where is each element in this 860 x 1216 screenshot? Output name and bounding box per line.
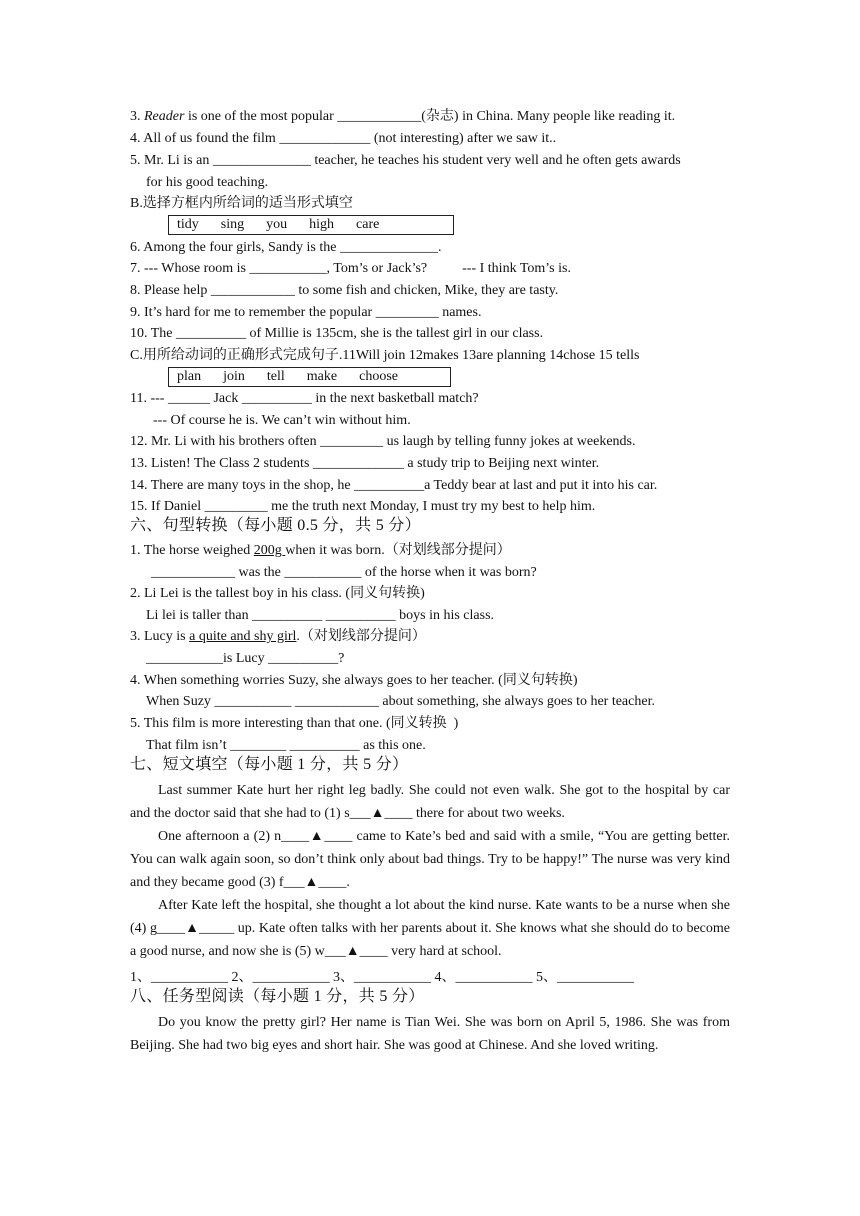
word-box-item: choose <box>359 369 398 384</box>
s6-q3-instruction: .（对划线部分提问） <box>296 629 426 644</box>
s6-question-1 <box>130 543 511 559</box>
section-7-heading: 七、短文填空（每小题 1 分，共 5 分） <box>130 756 409 773</box>
s6-question-3 <box>130 629 426 645</box>
s7-paragraph-3: After Kate left the hospital, she thought a lot about the kind nurse. Kate wants to be a nurse when she (4) g____▲_____ up. Kate often talks with her parents about it. She knows what she should do to become a good nurse, and now she is (5) w___▲____ very hard at school. <box>130 898 730 959</box>
word-box-item: sing <box>220 217 245 232</box>
question-9: 9. It’s hard for me to remember the popular _________ names. <box>130 305 482 320</box>
question-3-number: 3. <box>130 109 144 124</box>
question-6: 6. Among the four girls, Sandy is the ______________. <box>130 240 442 255</box>
question-3 <box>130 109 675 125</box>
word-box-item: high <box>309 217 335 232</box>
question-5-line1: 5. Mr. Li is an ______________ teacher, he teaches his student very well and he often gets awards <box>130 153 681 168</box>
word-box-item: tidy <box>177 217 199 232</box>
question-5-line2: for his good teaching. <box>146 175 269 190</box>
question-7: 7. --- Whose room is ___________, Tom’s or Jack’s? --- I think Tom’s is. <box>130 261 571 276</box>
s6-question-4-line2: When Suzy ___________ ____________ about something, she always goes to her teacher. <box>146 694 655 709</box>
s6-question-1-line2: ____________ was the ___________ of the horse when it was born? <box>151 565 537 580</box>
section-8-heading: 八、任务型阅读（每小题 1 分，共 5 分） <box>130 988 425 1005</box>
question-11-line2: --- Of course he is. We can’t win without him. <box>153 413 411 428</box>
s7-paragraph-1: Last summer Kate hurt her right leg badly. She could not even walk. She got to the hospital by car and the doctor said that she had to (1) s___▲____ there for about two weeks. <box>130 783 730 821</box>
part-c-title: C.用所给动词的正确形式完成句子.11Will join 12makes 13are planning 14chose 15 tells <box>130 348 640 363</box>
question-8: 8. Please help ____________ to some fish and chicken, Mike, they are tasty. <box>130 283 559 298</box>
s6-q1-text: 1. The horse weighed <box>130 543 254 558</box>
word-box-item: tell <box>266 369 285 384</box>
s6-question-2: 2. Li Lei is the tallest boy in his class. (同义句转换) <box>130 586 425 601</box>
word-box-item: you <box>266 217 288 232</box>
part-b-title: B.选择方框内所给词的适当形式填空 <box>130 196 353 211</box>
s6-q3-text: 3. Lucy is <box>130 629 190 644</box>
word-box-item: make <box>306 369 338 384</box>
magazine-title: Reader <box>144 109 185 124</box>
s6-question-3-line2: ___________is Lucy __________? <box>146 651 345 666</box>
s8-paragraph-1: Do you know the pretty girl? Her name is Tian Wei. She was born on April 5, 1986. She was from Beijing. She had two big eyes and short hair. She was good at Chinese. And she loved writing. <box>130 1015 730 1053</box>
question-10: 10. The __________ of Millie is 135cm, she is the tallest girl in our class. <box>130 326 544 341</box>
word-box-item: care <box>356 217 380 232</box>
s6-question-2-line2: Li lei is taller than __________ __________ boys in his class. <box>146 608 495 623</box>
question-13: 13. Listen! The Class 2 students _____________ a study trip to Beijing next winter. <box>130 456 600 471</box>
question-15: 15. If Daniel _________ me the truth next Monday, I must try my best to help him. <box>130 499 596 514</box>
question-4: 4. All of us found the film _____________ (not interesting) after we saw it.. <box>130 131 557 146</box>
word-box-item: plan <box>177 369 202 384</box>
s6-q3-underlined: a quite and shy girl <box>189 629 297 644</box>
s6-question-5: 5. This film is more interesting than that one. (同义转换 ) <box>130 716 459 731</box>
s6-question-5-line2: That film isn’t ________ __________ as this one. <box>146 738 426 753</box>
s6-question-4: 4. When something worries Suzy, she always goes to her teacher. (同义句转换) <box>130 673 578 688</box>
s7-answer-blanks: 1、___________ 2、___________ 3、___________ 4、___________ 5、___________ <box>130 970 634 985</box>
question-14: 14. There are many toys in the shop, he __________a Teddy bear at last and put it into his car. <box>130 478 658 493</box>
s6-q1-underlined: 200g <box>253 543 286 558</box>
s7-paragraph-2: One afternoon a (2) n____▲____ came to Kate’s bed and said with a smile, “You are getting better. You can walk again soon, so don’t think only about bad things. Try to be happy!” The nurse was very kind and they became good (3) f___▲____. <box>130 829 730 890</box>
question-12: 12. Mr. Li with his brothers often _________ us laugh by telling funny jokes at weekends. <box>130 434 636 449</box>
word-box-item: join <box>223 369 245 384</box>
s6-q1-instruction: when it was born.（对划线部分提问） <box>285 543 511 558</box>
part-b-word-box <box>168 215 454 235</box>
question-3-text: is one of the most popular ____________(杂志) in China. Many people like reading it. <box>184 109 676 124</box>
part-c-word-box <box>168 367 451 387</box>
section-6-heading: 六、句型转换（每小题 0.5 分，共 5 分） <box>130 517 421 534</box>
question-11-line1: 11. --- ______ Jack __________ in the next basketball match? <box>130 391 479 406</box>
